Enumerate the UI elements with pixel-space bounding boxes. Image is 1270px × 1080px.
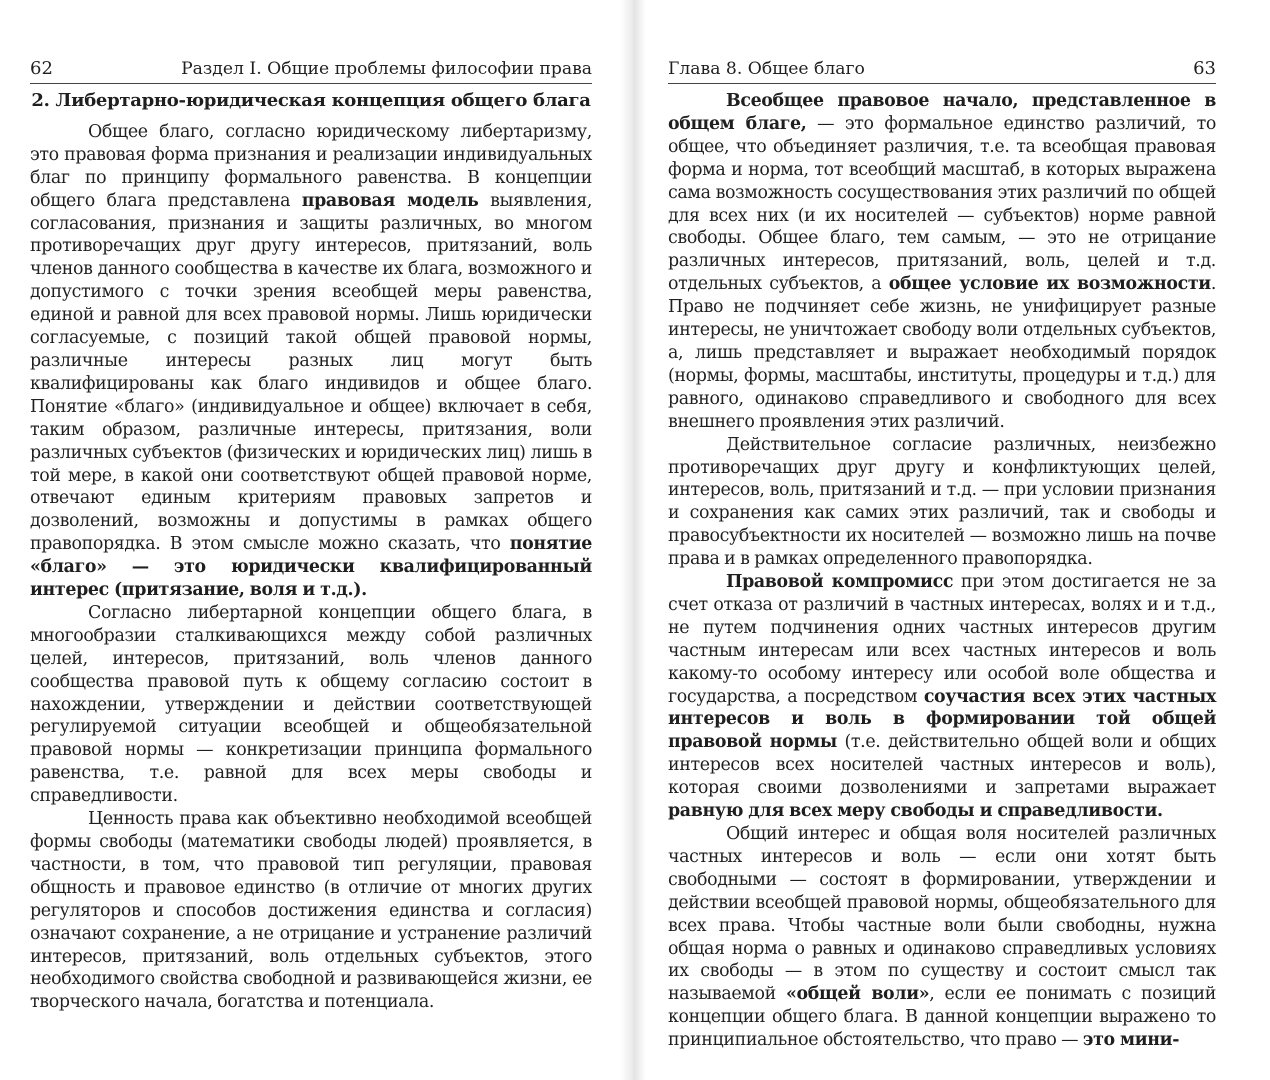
text-run: Общее благо, согласно юридическому либертаризму, это правовая форма признания и реализации индивидуальных благ по принципу формального равенства. В концепции общего блага представлена [30, 121, 592, 211]
text-run: Общий интерес и общая воля носителей различных частных интересов и воль — если они хотят быть свободными — состоят в формировании, утверждении и действии всеобщей правовой нормы, общеобязательного для всех права. Чтобы частные воли были свободны, нужна общая норма о равных и одинаково справедливых условиях их свободы — в этом по существу и состоит смысл так называемой [668, 824, 1216, 1005]
text-run: Действительное согласие различных, неизбежно противоречащих друг другу и конфликтующих целей, интересов, воль, притязаний и т.д. — при условии признания и сохранения как самих этих различий, так и свободы и правосубъектности их носителей — возможно лишь на почве права и в рамках определенного правопорядка. [668, 434, 1216, 570]
paragraph [30, 602, 592, 808]
right-body [668, 90, 1216, 1052]
paragraph [668, 823, 1216, 1052]
paragraph [668, 571, 1216, 823]
bold-text: равную для всех меру свободы и справедливости. [668, 801, 1163, 822]
text-run: , если ее понимать с позиций концепции общего блага. В данной концепции выражено то принципиальное обстоятельство, что право — [668, 984, 1216, 1051]
bold-text: общее условие их возможности [888, 274, 1211, 295]
text-run: выявления, согласования, признания и защиты различных, во многом противоречащих друг другу интересов, притязаний, воль членов данного сообщества в качестве их блага, возможного и допустимого с точки зрения всеобщей меры равенства, единой и равной для всех правовой нормы. Лишь юридически согласуемые, с позиций такой общей правовой нормы, различные интересы разных лиц могут быть квалифицированы как благо индивидов и общее благо. Понятие «благо» (индивидуальное и общее) включает в себя, таким образом, различные интересы, притязания, воли различных субъектов (физических и юридических лиц) лишь в той мере, в какой они соответствуют общей правовой норме, отвечают единым критериям правовых запретов и дозволений, возможны и допустимы в рамках общего правопорядка. В этом смысле можно сказать, что [30, 190, 593, 555]
text-run: при этом достигается не за счет отказа от различий в частных интересах, волях и и т.д., не путем подчинения одних частных интересов другим частным интересам или всех частных интересов и воль какому-то особому интересу или особой воле общества и государства, а посредством [668, 572, 1216, 707]
paragraph [668, 90, 1216, 434]
bold-text: правовая модель [301, 190, 479, 211]
bold-text: соучастия всех этих частных интересов и воль в формировании той общей правовой нормы [668, 686, 1216, 753]
bold-text: это мини- [1082, 1030, 1180, 1051]
paragraph [668, 434, 1216, 571]
right-running-title: Глава 8. Общее благо [668, 59, 865, 79]
paragraph [30, 121, 592, 602]
text-run: . Право не подчиняет себе жизнь, не унифицирует разные интересы, не уничтожает свободу воли отдельных субъектов, а, лишь представляет и выражает необходимый порядок (нормы, формы, масштабы, институты, процедуры и т.д.) для равного, одинаково справедливого и свободного для всех внешнего проявления этих различий. [668, 274, 1216, 432]
text-run: — это формальное единство различий, то общее, что объединяет различия, т.е. та всеобщая правовая форма и норма, тот всеобщий масштаб, в которых выражена сама возможность сосуществования этих различий по общей для всех них (и их носителей — субъектов) норме равной свободы. Общее благо, тем самым, — это не отрицание различных интересов, притязаний, воль, целей и т.д. отдельных субъектов, а [668, 113, 1216, 295]
left-running-head [30, 58, 592, 84]
right-running-head [668, 58, 1216, 84]
bold-text: «общей воли» [785, 984, 930, 1005]
text-run: Согласно либертарной концепции общего блага, в многообразии сталкивающихся между собой различных целей, интересов, притязаний, воль членов данного сообщества правовой путь к общему согласию состоит в нахождении, утверждении и действии соответствующей регулируемой ситуации всеобщей и общеобязательной правовой нормы — конкретизации принципа формального равенства, т.е. равной для всех меры свободы и справедливости. [30, 602, 592, 807]
left-running-title: Раздел I. Общие проблемы философии права [181, 59, 592, 79]
bold-text: Правовой компромисс [726, 572, 954, 593]
text-run: (т.е. действительно общей воли и общих интересов всех носителей частных интересов и воль), которая своими дозволениями и запретами выражает [668, 732, 1216, 799]
text-run: Ценность права как объективно необходимой всеобщей формы свободы (математики свободы людей) проявляется, в частности, в том, что правовой тип регуляции, правовая общность и правовое единство (в отличие от многих других регуляторов и способов достижения единства и согласия) означают сохранение, а не отрицание и устранение различий интересов, притязаний, воль отдельных субъектов, этого необходимого свойства свободной и развивающейся жизни, ее творческого начала, богатства и потенциала. [30, 809, 592, 1013]
right-page [668, 58, 1216, 1058]
left-body [30, 121, 592, 1014]
left-page-number: 62 [30, 58, 53, 79]
book-gutter [620, 0, 646, 1080]
bold-text: понятие «благо» — это юридически квалифицированный интерес (притязание, воля и т.д.). [30, 534, 592, 601]
bold-text: Всеобщее правовое начало, представленное в общем благе, [668, 91, 1216, 134]
section-title: 2. Либертарно-юридическая концепция общего блага [31, 90, 591, 111]
left-page [30, 58, 592, 1058]
right-page-number: 63 [1193, 58, 1216, 79]
paragraph [30, 808, 592, 1014]
